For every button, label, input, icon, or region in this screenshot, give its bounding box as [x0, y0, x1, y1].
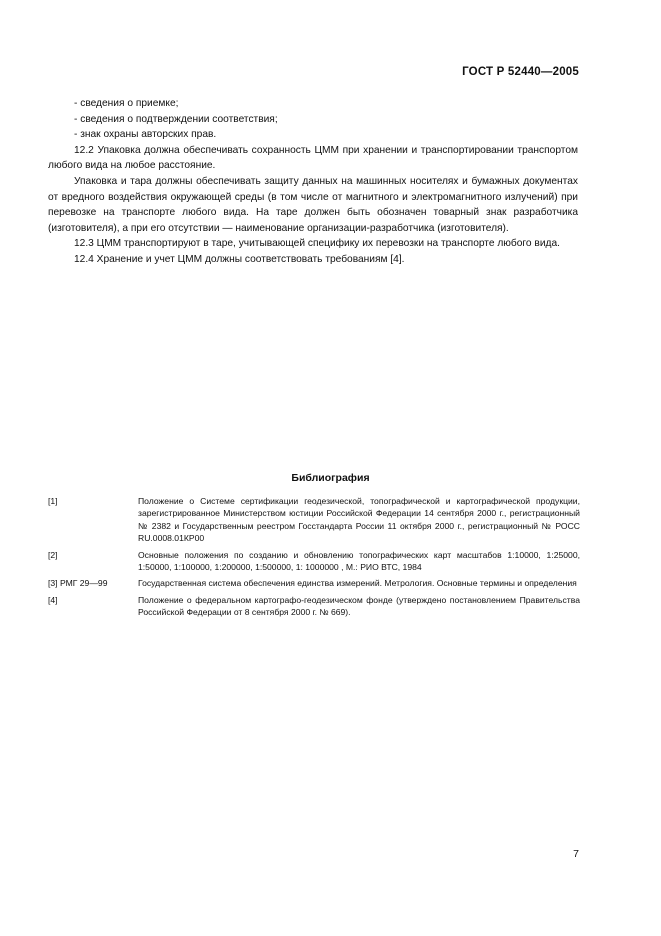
paragraph: 12.2 Упаковка должна обеспечивать сохранность ЦММ при хранении и транспортировании транспортом любого вида на любое расстояние. — [48, 144, 578, 172]
bibliography-text: Положение о Системе сертификации геодезической, топографической и картографической продукции, зарегистрированное Министерством юстиции Российской Федерации 14 сентября 2000 г., регистрационный № 2382 и Государственным реестром Госстандарта России 11 октября 2000 г., регистрационный № РОСС RU.0008.01КР00 — [138, 496, 580, 544]
bibliography-entry — [48, 594, 580, 619]
bibliography-entry — [48, 577, 580, 589]
bibliography-ref: [1] — [48, 496, 58, 506]
bullet-item: - сведения о подтверждении соответствия; — [74, 113, 278, 125]
paragraph: 12.3 ЦММ транспортируют в таре, учитывающей специфику их перевозки на транспорте любого вида. — [74, 238, 560, 250]
standard-code-header: ГОСТ Р 52440—2005 — [462, 66, 579, 78]
paragraph: 12.4 Хранение и учет ЦММ должны соответствовать требованиям [4]. — [74, 253, 405, 265]
paragraph: Упаковка и тара должны обеспечивать защиту данных на машинных носителях и бумажных документах от вредного воздействия окружающей среды (в том числе от магнитного и электромагнитного излучений) при перевозке на транспорте любого вида. На таре должен быть обозначен товарный знак разработчика (изготовителя), а при его отсутствии — наименование организации-разработчика (изготовителя). — [48, 175, 578, 234]
bibliography-list — [48, 495, 580, 623]
bibliography-ref: [2] — [48, 549, 58, 560]
bibliography-ref: [4] — [48, 594, 58, 605]
body-text — [48, 96, 578, 268]
bibliography-ref: [3] РМГ 29—99 — [48, 578, 108, 589]
bullet-item: - сведения о приемке; — [74, 98, 179, 109]
page-number: 7 — [573, 848, 579, 860]
bibliography-text: Положение о федеральном картографо-геодезическом фонде (утверждено постановлением Правительства Российской Федерации от 8 сентября 2000 г. № 669). — [138, 594, 580, 618]
bibliography-text: Государственная система обеспечения единства измерений. Метрология. Основные термины и определения — [138, 578, 577, 589]
bibliography-text: Основные положения по созданию и обновлению топографических карт масштабов 1:10000, 1:25000, 1:50000, 1:100000, 1:200000, 1:500000, 1: 1000000 , М.: РИО ВТС, 1984 — [138, 549, 580, 573]
bullet-item: - знак охраны авторских прав. — [74, 129, 217, 141]
bibliography-entry — [48, 495, 580, 545]
bibliography-entry — [48, 549, 580, 574]
bibliography-title: Библиография — [291, 472, 370, 484]
